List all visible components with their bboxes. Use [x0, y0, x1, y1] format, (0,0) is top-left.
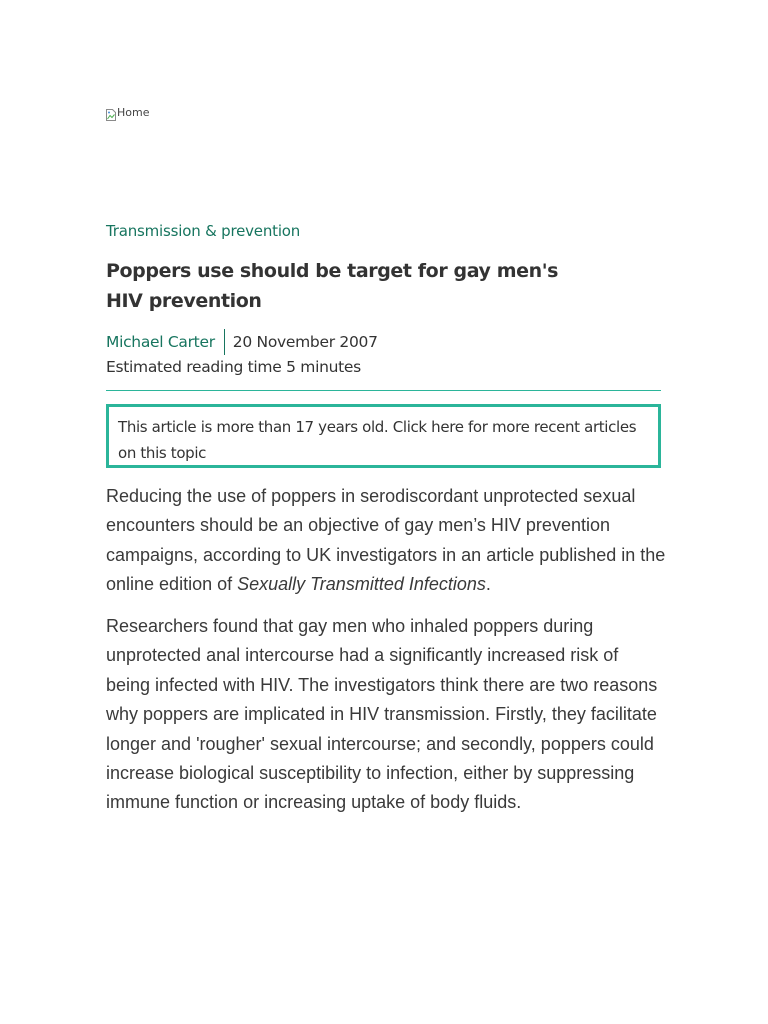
broken-image-icon: [106, 109, 116, 121]
author-link[interactable]: Michael Carter: [106, 329, 225, 355]
article-paragraph-2: Researchers found that gay men who inhaled poppers during unprotected anal intercourse had a significantly increased risk of being infected with HIV. The investigators think there are two reasons why poppers are implicated in HIV transmission. Firstly, they facilitate longer and 'rougher' sexual intercourse; and secondly, poppers could increase biological susceptibility to infection, either by suppressing immune function or increasing uptake of body fluids.: [106, 616, 658, 813]
article-meta: [106, 329, 378, 355]
paragraph-1-end: .: [485, 574, 491, 595]
journal-name: Sexually Transmitted Infections: [237, 574, 486, 595]
logo-alt-text: Home: [117, 106, 150, 119]
paragraph-1-text: Reducing the use of poppers in serodiscordant unprotected sexual encounters should be an objective of gay men’s HIV prevention campaigns, according to UK investigators in an article published in the online edition of: [106, 486, 666, 595]
reading-time: Estimated reading time 5 minutes: [106, 358, 361, 376]
divider: [106, 390, 661, 391]
article-paragraph-1: [106, 482, 666, 600]
article-title: Poppers use should be target for gay men's HIV prevention: [106, 260, 559, 312]
old-article-notice-link[interactable]: This article is more than 17 years old. Click here for more recent articles on this topic: [106, 404, 661, 468]
publish-date: 20 November 2007: [232, 333, 378, 351]
home-logo-link[interactable]: [106, 106, 149, 121]
category-link[interactable]: Transmission & prevention: [106, 222, 301, 240]
